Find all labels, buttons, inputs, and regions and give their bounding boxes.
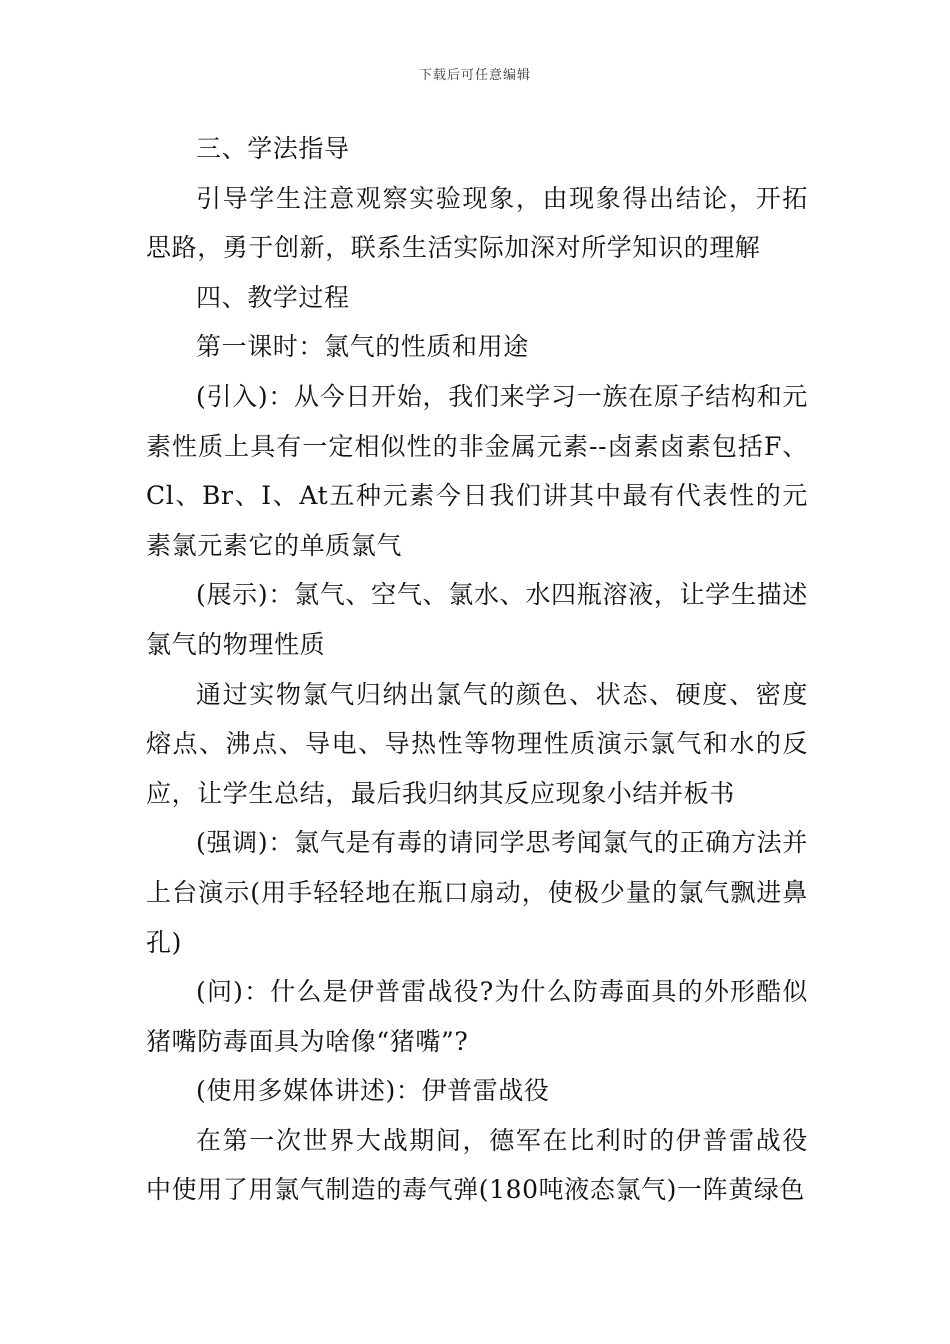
heading-first-lesson: 第一课时：氯气的性质和用途	[196, 332, 529, 362]
document-body	[146, 124, 808, 1215]
paragraph-emphasis: (强调)：氯气是有毒的请同学思考闻氯气的正确方法并上台演示(用手轻轻地在瓶口扇动，使极少量的氯气飘进鼻孔)	[146, 828, 808, 957]
paragraph-question: (问)：什么是伊普雷战役?为什么防毒面具的外形酷似猪嘴防毒面具为啥像“猪嘴”?	[146, 977, 808, 1056]
page-header: 下载后可任意编辑	[418, 68, 531, 83]
paragraph-study-method: 引导学生注意观察实验现象，由现象得出结论，开拓思路，勇于创新，联系生活实际加深对所学知识的理解	[146, 183, 808, 263]
paragraph-display: (展示)：氯气、空气、氯水、水四瓶溶液，让学生描述氯气的物理性质	[146, 580, 808, 659]
heading-teaching-process: 四、教学过程	[196, 282, 350, 312]
paragraph-physical-properties: 通过实物氯气归纳出氯气的颜色、状态、硬度、密度熔点、沸点、导电、导热性等物理性质演示氯气和水的反应，让学生总结，最后我归纳其反应现象小结并板书	[146, 679, 808, 808]
heading-study-method: 三、学法指导	[196, 134, 350, 163]
paragraph-multimedia: (使用多媒体讲述)：伊普雷战役	[196, 1076, 550, 1106]
paragraph-introduction: (引入)：从今日开始，我们来学习一族在原子结构和元素性质上具有一定相似性的非金属元素--卤素卤素包括F、Cl、Br、I、At五种元素今日我们讲其中最有代表性的元素氯元素它的单质氯气	[146, 381, 808, 560]
paragraph-ypres-battle: 在第一次世界大战期间，德军在比利时的伊普雷战役中使用了用氯气制造的毒气弹(180吨液态氯气)一阵黄绿色	[146, 1125, 808, 1205]
